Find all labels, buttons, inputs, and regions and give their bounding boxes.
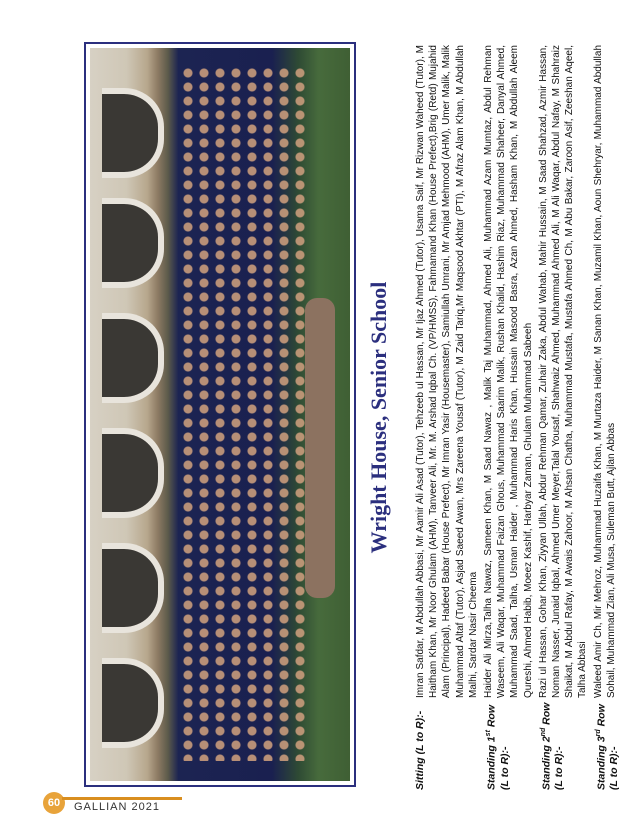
- arch-shape: [102, 543, 164, 633]
- group-photo-frame: [84, 42, 356, 787]
- row-label: Sitting (L to R):-: [414, 710, 426, 790]
- arch-shape: [102, 313, 164, 403]
- arch-shape: [102, 428, 164, 518]
- row-label: Standing 2nd Row (L to R):-: [539, 702, 566, 790]
- arch-shape: [102, 88, 164, 178]
- row-standing-1: [482, 45, 535, 790]
- footer-divider: [62, 797, 182, 800]
- arch-shape: [102, 658, 164, 748]
- students-group: [180, 66, 310, 761]
- arch-shape: [102, 198, 164, 288]
- row-label: Standing 3rd Row (L to R):-: [594, 704, 621, 790]
- publication-name: GALLIAN 2021: [74, 801, 160, 813]
- group-photo: [90, 48, 350, 781]
- row-names: Imran Safdar, M Abdullah Abbasi, Mr Aamir Ali Asad (Tutor), Tehzeeb ul Hassan, Mr Ijaz Ahmed (Tutor), Usama Saif, Mr Rizwan Waheed (Tutor), M Haitham Khan, Mr Noor Ghulam (AHM), Tanveer Ali, Mr. M. Arshad Iqbal Ch. (VP/HMSS), Fahmamand Khan (House Prefect),Brig (Retd) Mujahid Alam (Principal), Hadeed Babar (House Prefect), Mr Imran Yasir (Housemaster), Samiullah Umrani, Mr Amjad Mehmood (AHM), Umer Malik, Malik Muhammad Altaf (Tutor), Asjad Saeed Awan, Mrs Zareena Yousaf (Tutor), M Zaid Tariq,Mr Maqsood Akhtar (PTI), M Afraz Alam Khan, M Abdullah Malhi, Sardar Nasir Cheema: [415, 45, 479, 698]
- page-number: 60: [43, 792, 65, 814]
- page-title: Wright House, Senior School: [366, 281, 391, 554]
- row-names: Razi ul Hassan, Gohar Khan, Ziyyan Ullah, Abdur Rehman Qamar, Zuhair Zaka, Abdul Wahab, Mahir Hussain, M Saad Shahzad, Azmir Hassan, Noman Nasser, Junaid Iqbal, Ahmed Umer Meyer,Talal Yousaf, Shahwaiz Ahmed, Muhammad Ahmed Ali, M Ali Waqar, Abdul Nafay, M Shahraiz Shaikat, M Abdul Rafay, M Awais Zahoor, M Ahsan Chatha, Muhammad Mustafa, Mustafa Ahmed Ch, M Abu Bakar, Zaroon Asif, Zeeshan Aqeel, Talha Abbasi: [537, 45, 589, 698]
- carpet: [305, 298, 335, 598]
- name-rows: [414, 45, 623, 790]
- row-names: Waleed Amir Ch, Mir Mehroz, Muhammad Huzaifa Khan, M Murtaza Haider, M Sanan Khan, Muzamil Khan, Aoun Shehryar, Muhammad Abdullah Sohail, Muhammad Zian, Ali Musa, Suleman Butt, Ajlan Abbas: [592, 45, 617, 698]
- row-standing-2: [537, 45, 590, 790]
- row-label: Standing 1st Row (L to R):-: [485, 705, 511, 790]
- row-standing-3: [592, 45, 622, 790]
- row-sitting: [414, 45, 480, 790]
- row-names: Haider Ali Mirza,Talha Nawaz, Sameen Khan, M Saad Nawaz , Malik Taj Muhammad, Ahmed Ali, Muhammad Azam Mumtaz, Abdul Rehman Waseem, Ali Waqar, Muhammad Faizan Ghous, Muhammad Saarim Malik, Rushan Khalid, Hashim Riaz, Muhammad Shaheer, Danyal Ahmed, Muhammad Saad, Talha, Usman Haider , Muhammad Haris Khan, Hussain Masood Basra, Azan Ahmed, Hasham Khan, M Abdullah Aleem Qureshi, Ahmed Habib, Moeez Kashif, Harbyar Zaman, Ghulam Muhammad Sabeeh: [483, 45, 534, 698]
- caption-block: [360, 45, 632, 790]
